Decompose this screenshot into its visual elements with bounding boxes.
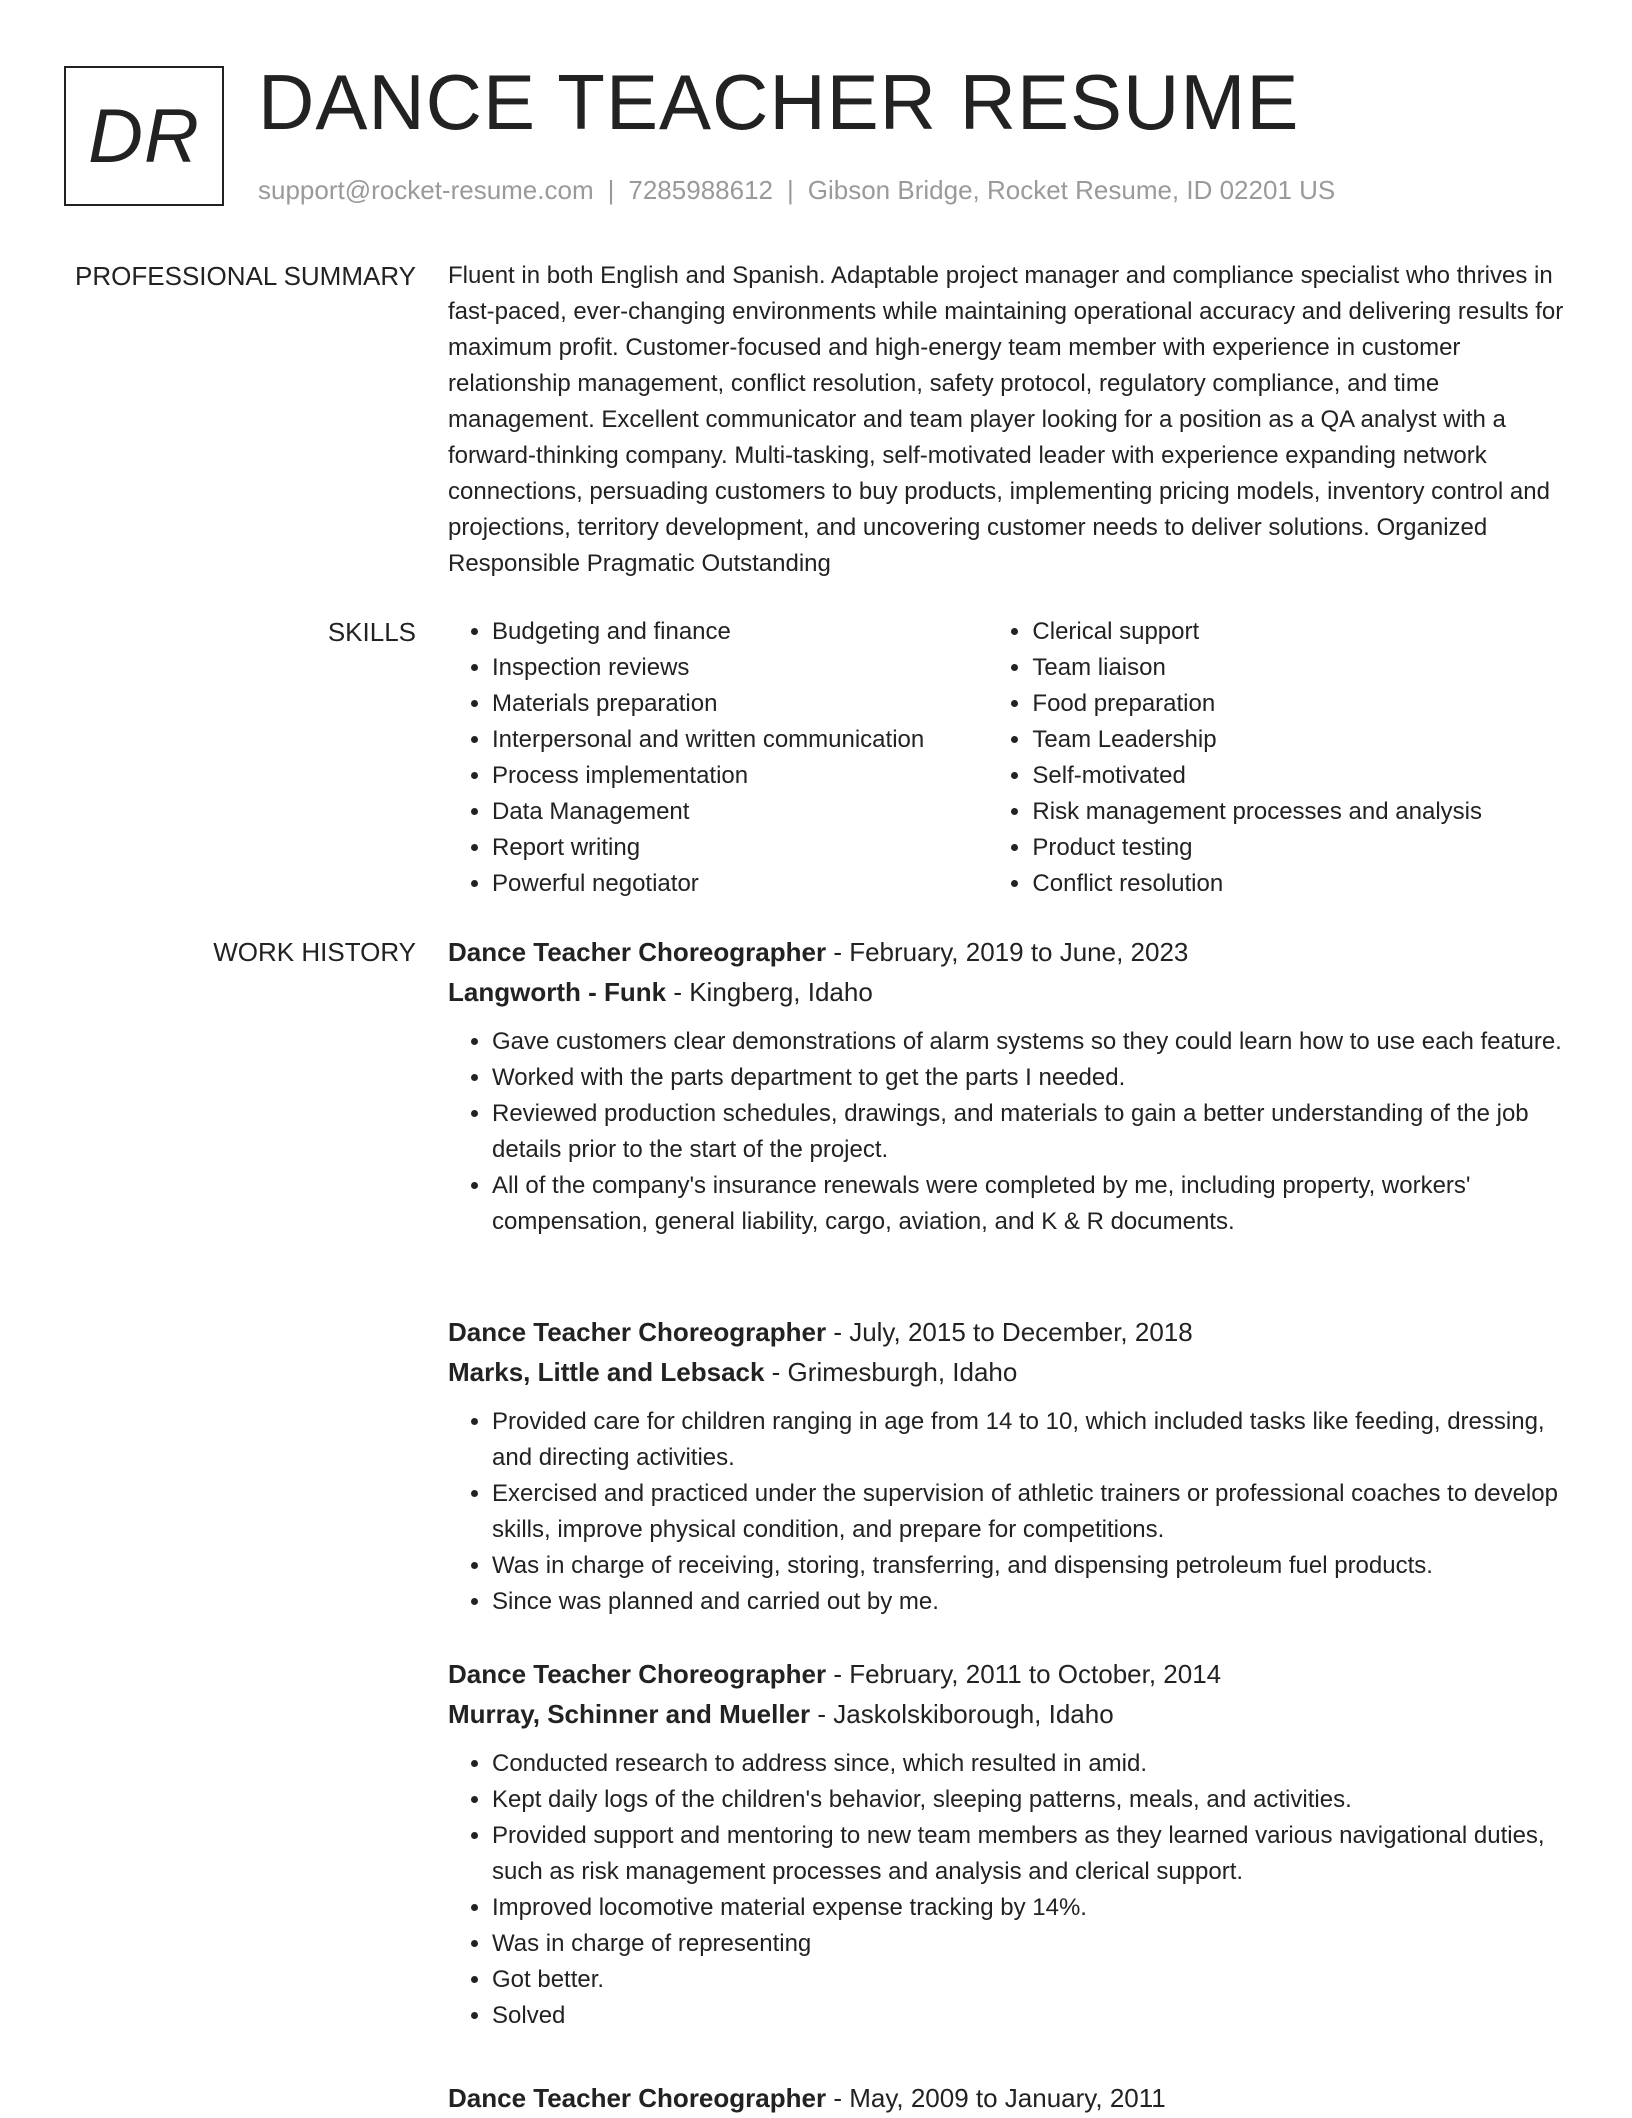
- skill-item: • Process implementation: [492, 758, 988, 794]
- section-label-work-history: WORK HISTORY: [213, 937, 416, 967]
- job-bullet: • Provided care for children ranging in age from 14 to 10, which included tasks like feeding, dressing, and directing activities.: [492, 1404, 1572, 1476]
- job-dates: - February, 2011 to October, 2014: [826, 1659, 1222, 1689]
- job-company-line: [448, 972, 1572, 1012]
- job-bullet: • Exercised and practiced under the supervision of athletic trainers or professional coaches to develop skills, improve physical condition, and prepare for competitions.: [492, 1476, 1572, 1548]
- job-bullet: • Was in charge of representing: [492, 1926, 1572, 1962]
- job-title: Dance Teacher Choreographer: [448, 937, 827, 967]
- monogram-logo: [64, 66, 224, 206]
- job-dates: - February, 2019 to June, 2023: [826, 937, 1189, 967]
- job-bullet: • Reviewed production schedules, drawings, and materials to gain a better understanding of the job details prior to the start of the project.: [492, 1096, 1572, 1168]
- job-bullet: • Was in charge of receiving, storing, transferring, and dispensing petroleum fuel products.: [492, 1548, 1572, 1584]
- skill-item: • Clerical support: [1032, 614, 1572, 650]
- job-bullets: [448, 1746, 1572, 2034]
- job-title-line: [448, 1312, 1572, 1352]
- job-bullet: • Improved locomotive material expense tracking by 14%.: [492, 1890, 1572, 1926]
- skill-item: • Data Management: [492, 794, 988, 830]
- contact-separator: |: [607, 175, 615, 205]
- skill-item: • Interpersonal and written communication: [492, 722, 988, 758]
- skill-item: • Team Leadership: [1032, 722, 1572, 758]
- skill-item: • Product testing: [1032, 830, 1572, 866]
- job-bullet: • Since was planned and carried out by me.: [492, 1584, 1572, 1620]
- job-bullets: [448, 1404, 1572, 1620]
- skill-item: • Inspection reviews: [492, 650, 988, 686]
- skill-item: • Materials preparation: [492, 686, 988, 722]
- job-location: - Kingberg, Idaho: [666, 977, 873, 1007]
- skill-item: • Report writing: [492, 830, 988, 866]
- skills-column-2: [988, 614, 1572, 902]
- job-location: - Jaskolskiborough, Idaho: [810, 1699, 1114, 1729]
- job-bullet: • Gave customers clear demonstrations of alarm systems so they could learn how to use each feature.: [492, 1024, 1572, 1060]
- contact-address: Gibson Bridge, Rocket Resume, ID 02201 US: [807, 175, 1336, 205]
- job-dates: - July, 2015 to December, 2018: [826, 1317, 1193, 1347]
- job-entry: [448, 932, 1572, 1240]
- job-company: Marks, Little and Lebsack: [448, 1357, 765, 1387]
- job-bullet: • Solved: [492, 1998, 1572, 2034]
- monogram-text: DR: [88, 93, 200, 179]
- section-label-skills: SKILLS: [327, 617, 416, 647]
- skill-item: • Risk management processes and analysis: [1032, 794, 1572, 830]
- skill-item: • Powerful negotiator: [492, 866, 988, 902]
- job-company-line: [448, 1352, 1572, 1392]
- skill-item: • Conflict resolution: [1032, 866, 1572, 902]
- skill-item: • Self-motivated: [1032, 758, 1572, 794]
- skill-item: • Team liaison: [1032, 650, 1572, 686]
- page-title: DANCE TEACHER RESUME: [258, 58, 1300, 146]
- contact-email: support@rocket-resume.com: [258, 175, 594, 205]
- job-title: Dance Teacher Choreographer: [448, 2083, 827, 2113]
- job-bullets: [448, 1024, 1572, 1240]
- job-title-line: [448, 2078, 1572, 2118]
- job-dates: - May, 2009 to January, 2011: [826, 2083, 1166, 2113]
- job-company: Langworth - Funk: [448, 977, 667, 1007]
- job-bullet: • Provided support and mentoring to new team members as they learned various navigational duties, such as risk management processes and analysis and clerical support.: [492, 1818, 1572, 1890]
- skills-column-1: [448, 614, 988, 902]
- skill-item: • Food preparation: [1032, 686, 1572, 722]
- job-company: Murray, Schinner and Mueller: [448, 1699, 811, 1729]
- job-title: Dance Teacher Choreographer: [448, 1659, 827, 1689]
- job-entry: [448, 2078, 1572, 2118]
- job-company-line: [448, 1694, 1572, 1734]
- summary-text: Fluent in both English and Spanish. Adaptable project manager and compliance specialist who thrives in fast-paced, ever-changing environments while maintaining operational accuracy and delivering results for maximum profit. Customer-focused and high-energy team member with experience in customer relationship management, conflict resolution, safety protocol, regulatory compliance, and time management. Excellent communicator and team player looking for a position as a QA analyst with a forward-thinking company. Multi-tasking, self-motivated leader with experience expanding network connections, persuading customers to buy products, implementing pricing models, inventory control and projections, territory development, and uncovering customer needs to deliver solutions. Organized Responsible Pragmatic Outstanding: [448, 262, 1564, 577]
- skill-item: • Budgeting and finance: [492, 614, 988, 650]
- job-bullet: • Got better.: [492, 1962, 1572, 1998]
- job-bullet: • Kept daily logs of the children's behavior, sleeping patterns, meals, and activities.: [492, 1782, 1572, 1818]
- job-entry: [448, 1654, 1572, 2034]
- job-bullet: • Worked with the parts department to get the parts I needed.: [492, 1060, 1572, 1096]
- job-title: Dance Teacher Choreographer: [448, 1317, 827, 1347]
- job-bullet: • All of the company's insurance renewals were completed by me, including property, workers' compensation, general liability, cargo, aviation, and K & R documents.: [492, 1168, 1572, 1240]
- section-label-summary: PROFESSIONAL SUMMARY: [75, 261, 416, 291]
- job-location: - Grimesburgh, Idaho: [764, 1357, 1018, 1387]
- job-title-line: [448, 932, 1572, 972]
- contact-separator: |: [787, 175, 794, 205]
- contact-phone: 7285988612: [628, 175, 773, 205]
- skills-list: [448, 614, 1572, 902]
- contact-line: [258, 172, 1335, 208]
- job-entry: [448, 1312, 1572, 1620]
- job-title-line: [448, 1654, 1572, 1694]
- job-bullet: • Conducted research to address since, which resulted in amid.: [492, 1746, 1572, 1782]
